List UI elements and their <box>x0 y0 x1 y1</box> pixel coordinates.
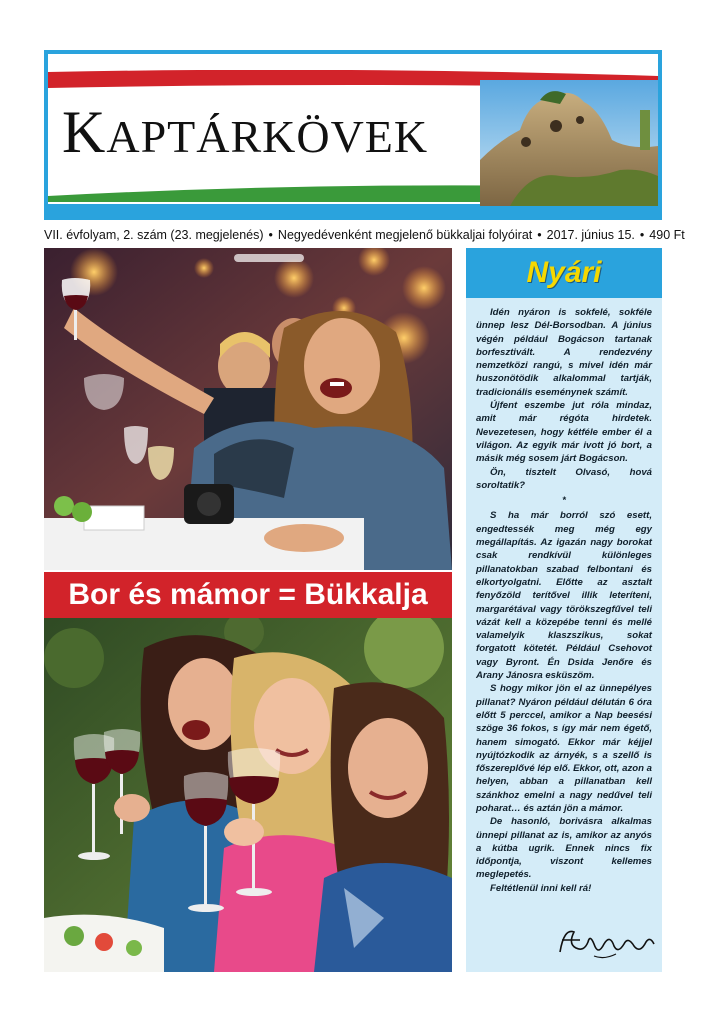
editorial-heading: Nyári <box>526 256 602 289</box>
headline-banner: Bor és mámor = Bükkalja <box>44 572 452 618</box>
author-signature <box>554 922 658 962</box>
section-separator: * <box>562 495 566 507</box>
women-wine-photo-image <box>44 618 452 972</box>
festival-photo <box>44 248 452 570</box>
issue-description: Negyedévenként megjelenő bükkaljai folyóirat <box>277 228 533 242</box>
issue-volume: VII. évfolyam, 2. szám (23. megjelenés) <box>44 228 264 242</box>
issue-info-line <box>44 228 685 242</box>
masthead-title-initial: K <box>62 99 107 165</box>
editorial-paragraph: De hasonló, borivásra alkalmas ünnepi pillanat az is, amikor az anyós a kútba ugrik. Ennek nincs fix időpontja, viszont kellemes meglepetés. <box>476 816 652 881</box>
editorial-heading-bar <box>466 248 662 298</box>
editorial-paragraph: Újfent eszembe jut róla mindaz, amit már régóta hirdetek. Nevezetesen, hogy kétféle ember él a világon. Az egyik már ivott jó bort, a másik még sosem járt Bogácson. <box>476 400 652 465</box>
masthead <box>44 50 662 220</box>
editorial-body <box>466 298 662 895</box>
issue-date: 2017. június 15. <box>546 228 635 242</box>
women-wine-photo <box>44 618 452 972</box>
editorial-closing-line: Feltétlenül inni kell rá! <box>490 882 592 894</box>
masthead-title-rest: APTÁRKÖVEK <box>106 111 429 162</box>
editorial-paragraph: S ha már borról szó esett, engedtessék meg még egy megállapítás. Az igazán nagy borokat csak rendkívül különleges pillanatokban szabad felbontani és elkortyolgatni. Előtte az asztalt fenyőzöld terítővel illik leteríteni, margarétával vagy törökszegfűvel teli vázát kell a közepébe tenni és mellé valamelyik klaszszikus, sokat forgatott kötetét. Például Csehovot vagy Byront. Én Dsida Jenőre és Arany Jánosra esküszöm. <box>476 510 652 682</box>
festival-photo-image <box>44 248 452 570</box>
separator-dot: • <box>537 228 542 242</box>
separator-dot: • <box>268 228 273 242</box>
issue-price: 490 Ft <box>649 228 685 242</box>
editorial-paragraph: S hogy mikor jön el az ünnepélyes pillanat? Nyáron például délután 6 óra előtt 5 perccel, amikor a Nap beesési szöge 36 fokos, s így már nem égető, hanem simogató. Ekkor már kéjjel nyújtózkodik az árnyék, s a szellő is főszereplővé lép elő. Ekkor, ott, azon a helyen, abban a pillanatban kell szánkhoz emelni a nagy nedűvel teli poharat… és aztán jön a mámor. <box>476 683 652 814</box>
editorial-column <box>466 248 662 972</box>
masthead-inner <box>48 54 658 216</box>
masthead-rock-photo <box>480 80 658 206</box>
editorial-paragraph: Ön, tisztelt Olvasó, hová soroltatik? <box>476 466 652 491</box>
separator-dot: • <box>639 228 645 242</box>
masthead-title <box>62 98 428 167</box>
editorial-paragraph: Idén nyáron is sokfelé, sokféle ünnep lesz Dél-Borsodban. A június végén például Bogácson tartanak borfesztivált. A rendezvény nemzetközi rangú, s mivel idén már huszonötödik alkalommal tartják, tradicionális eseménynek számít. <box>476 307 652 398</box>
